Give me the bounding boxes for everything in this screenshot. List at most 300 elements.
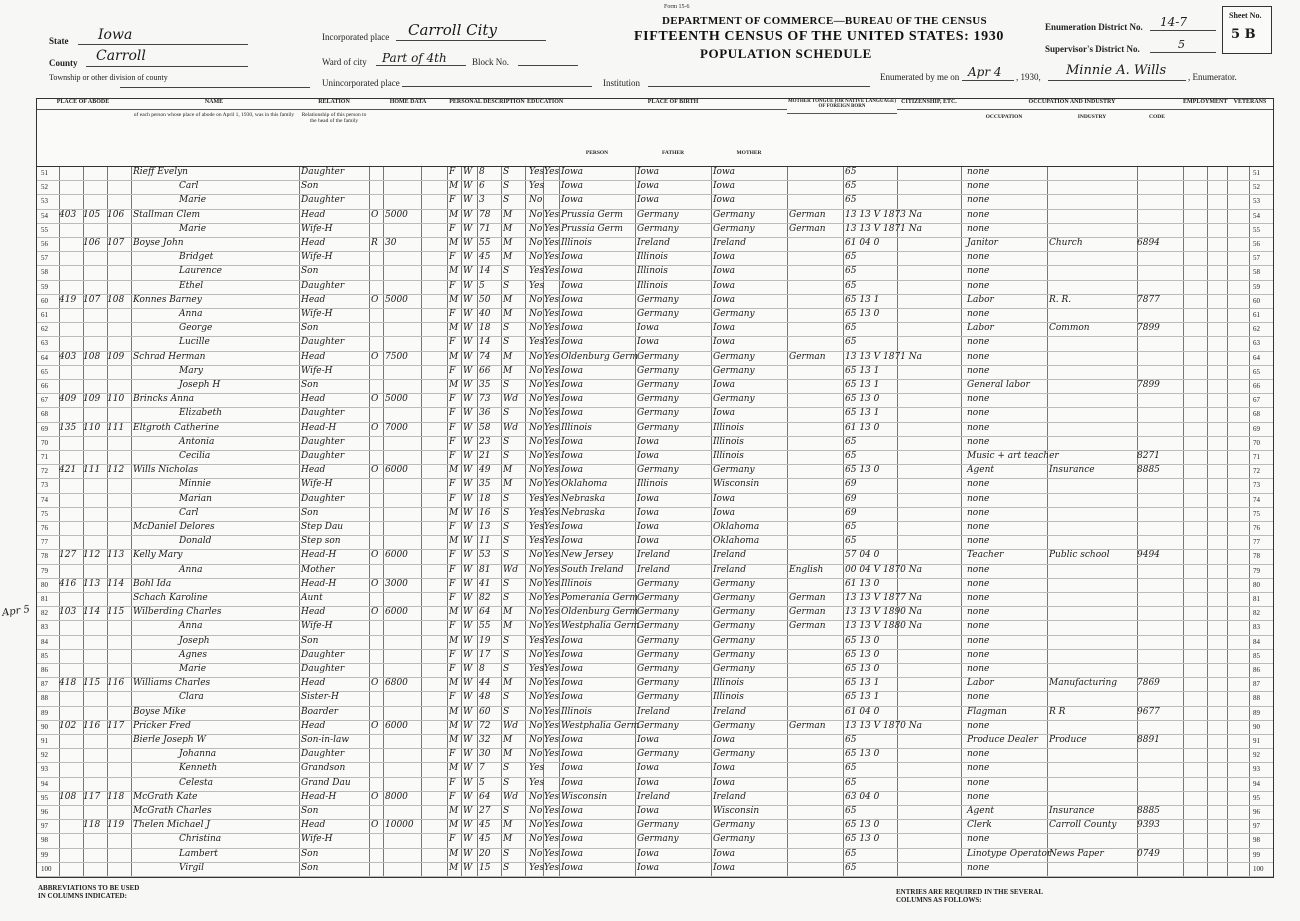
line-number-right: 86 [1253, 666, 1260, 674]
age: 82 [479, 593, 491, 603]
dwelling-number [59, 749, 81, 762]
person-name: Boyse John [133, 238, 184, 248]
dwelling-number [59, 834, 81, 847]
marital-status: S [503, 380, 510, 390]
birth-codes: 61 04 0 [845, 706, 880, 717]
person-name: Celesta [179, 777, 214, 788]
birth-codes: 65 [845, 522, 857, 532]
occupation: Flagman [967, 706, 1007, 717]
family-number: 110 [83, 422, 101, 433]
industry [1049, 536, 1137, 549]
home-tenure [371, 224, 383, 237]
home-value [385, 621, 419, 634]
visitation-number [107, 309, 129, 322]
industry: Insurance [1049, 806, 1095, 816]
age: 50 [479, 294, 491, 305]
birthplace-father: Iowa [637, 536, 660, 547]
mother-tongue [789, 692, 843, 705]
mother-tongue [789, 337, 843, 350]
occupation: none [967, 337, 990, 348]
can-read: Yes [544, 436, 560, 447]
relationship: Head [301, 820, 326, 831]
father-column: FATHER [661, 150, 685, 156]
family-number [83, 479, 105, 492]
birthplace-mother: Iowa [713, 763, 736, 774]
relationship: Step Dau [301, 522, 344, 532]
can-read: Yes [544, 564, 560, 575]
sex: F [449, 309, 456, 319]
sex: M [449, 735, 459, 745]
line-number-right: 69 [1253, 424, 1260, 433]
incorporated-value: Carroll City [408, 21, 497, 39]
person-name: Laurence [179, 266, 222, 277]
line-number: 56 [41, 240, 48, 248]
marital-status: Wd [503, 422, 519, 433]
can-read: Yes [544, 493, 560, 504]
marital-status: M [503, 252, 513, 263]
age: 3 [479, 195, 485, 206]
dwelling-number: 416 [59, 578, 77, 589]
family-number [83, 167, 105, 180]
birthplace-mother: Iowa [713, 408, 736, 419]
race: W [463, 536, 473, 547]
industry [1049, 408, 1137, 421]
birthplace-person: Iowa [561, 323, 584, 334]
birthplace-person: Nebraska [561, 507, 606, 518]
age: 40 [479, 309, 491, 319]
home-tenure: O [371, 209, 379, 220]
dwelling-number: 103 [59, 607, 77, 618]
person-name: Wilberding Charles [133, 607, 222, 618]
home-tenure [371, 778, 383, 791]
home-tenure [371, 565, 383, 578]
dwelling-number: 108 [59, 791, 77, 802]
marital-status: S [503, 649, 510, 660]
sex: F [449, 223, 456, 234]
relationship: Wife-H [301, 365, 333, 376]
dwelling-number [59, 323, 81, 336]
occupation: none [967, 522, 990, 532]
relationship: Boarder [301, 706, 339, 717]
age: 49 [479, 465, 491, 476]
birthplace-person: Iowa [561, 309, 584, 319]
birthplace-mother: Germany [713, 649, 755, 660]
family-number [83, 252, 105, 265]
attended-school: No [529, 394, 543, 405]
industry [1049, 621, 1137, 634]
occupation: none [967, 649, 990, 660]
sex: M [449, 351, 459, 362]
enumerated-label: Enumerated by me on [880, 72, 960, 82]
relationship: Head [301, 394, 326, 405]
birthplace-mother: Illinois [713, 678, 744, 689]
visitation-number: 106 [107, 209, 125, 220]
family-number: 116 [83, 720, 101, 731]
line-number-right: 62 [1253, 325, 1260, 334]
line-number-right: 68 [1253, 410, 1260, 419]
family-number: 106 [83, 238, 101, 248]
dwelling-number: 403 [59, 209, 77, 220]
race: W [463, 550, 473, 561]
race: W [463, 593, 473, 603]
birth-codes: 65 13 0 [845, 635, 880, 646]
group-home: HOME DATA [369, 99, 447, 110]
line-number-right: 57 [1253, 254, 1260, 263]
can-read: Yes [544, 167, 560, 177]
dwelling-number [59, 735, 81, 748]
home-tenure: O [371, 678, 379, 689]
township-label: Township or other division of county [49, 73, 168, 82]
table-row [37, 721, 1273, 735]
dwelling-number [59, 778, 81, 791]
line-number: 79 [41, 566, 48, 575]
dwelling-number: 409 [59, 394, 77, 405]
home-tenure [371, 522, 383, 535]
person-name: Agnes [179, 649, 208, 660]
birth-codes: 65 13 0 [845, 309, 880, 319]
marital-status: M [503, 607, 513, 618]
marital-status: S [503, 181, 510, 192]
dwelling-number: 421 [59, 465, 77, 476]
industry [1049, 224, 1137, 237]
relationship: Daughter [301, 664, 345, 674]
line-number-right: 65 [1253, 367, 1260, 376]
birthplace-person: Iowa [561, 522, 584, 532]
race: W [463, 735, 473, 745]
dwelling-number [59, 806, 81, 819]
person-name: Thelen Michael J [133, 820, 210, 831]
relationship: Son [301, 806, 319, 816]
sex: F [449, 408, 456, 419]
age: 18 [479, 493, 491, 504]
birth-codes: 65 [845, 252, 857, 263]
family-number [83, 522, 105, 535]
home-value: 7000 [385, 422, 408, 433]
home-tenure [371, 323, 383, 336]
relationship: Daughter [301, 280, 345, 291]
industry [1049, 508, 1137, 521]
person-name: Eltgroth Catherine [133, 422, 220, 433]
relation-column-desc: Relationship of this person to the head of the family [301, 112, 367, 124]
industry [1049, 195, 1137, 208]
dwelling-number [59, 536, 81, 549]
occupation: none [967, 195, 990, 206]
occupation-code: 9393 [1137, 820, 1160, 831]
line-number-right: 84 [1253, 637, 1260, 646]
home-value: 10000 [385, 820, 414, 831]
visitation-number [107, 565, 129, 578]
visitation-number [107, 167, 129, 180]
birthplace-father: Iowa [637, 777, 660, 788]
birthplace-mother: Iowa [713, 735, 736, 745]
marital-status: S [503, 635, 510, 646]
home-value [385, 849, 419, 862]
relationship: Head-H [301, 550, 337, 561]
person-name: Bohl Ida [133, 578, 172, 589]
attended-school: Yes [529, 522, 545, 532]
race: W [463, 365, 473, 376]
line-number-right: 93 [1253, 765, 1260, 774]
line-number-right: 87 [1253, 680, 1260, 689]
table-row [37, 210, 1273, 224]
industry: Common [1049, 323, 1090, 334]
birthplace-person: Iowa [561, 735, 584, 745]
group-veterans: VETERANS [1227, 99, 1273, 110]
line-number: 87 [41, 680, 48, 689]
occupation: none [967, 351, 990, 362]
relationship: Daughter [301, 493, 345, 504]
birthplace-father: Germany [637, 621, 679, 632]
can-read: Yes [544, 678, 560, 689]
home-tenure [371, 664, 383, 677]
sex: M [449, 209, 459, 220]
person-name: Bridget [179, 252, 214, 263]
relationship: Wife-H [301, 252, 333, 263]
visitation-number: 116 [107, 678, 125, 689]
group-birth: PLACE OF BIRTH [559, 99, 787, 110]
can-read: Yes [544, 522, 560, 532]
table-row [37, 820, 1273, 834]
birth-codes: 65 [845, 451, 857, 461]
birthplace-father: Iowa [637, 735, 660, 745]
line-number: 97 [41, 822, 48, 831]
age: 71 [479, 223, 491, 234]
age: 17 [479, 649, 491, 660]
age: 58 [479, 422, 491, 433]
line-number: 82 [41, 609, 48, 618]
home-value [385, 366, 419, 379]
line-number-right: 79 [1253, 566, 1260, 575]
person-name: Lambert [179, 848, 218, 859]
schedule-title: POPULATION SCHEDULE [700, 46, 872, 61]
industry: R R [1049, 706, 1066, 717]
line-number-right: 89 [1253, 708, 1260, 717]
family-number: 113 [83, 578, 101, 589]
table-row [37, 465, 1273, 479]
birthplace-mother: Iowa [713, 848, 736, 859]
visitation-number [107, 380, 129, 393]
attended-school: No [529, 209, 543, 220]
can-read: Yes [544, 323, 560, 334]
line-number: 62 [41, 325, 48, 334]
mother-tongue [789, 238, 843, 251]
occupation: none [967, 536, 990, 547]
line-number-right: 94 [1253, 779, 1260, 788]
birthplace-mother: Illinois [713, 422, 744, 433]
birthplace-father: Iowa [637, 181, 660, 192]
birthplace-father: Illinois [637, 266, 668, 277]
industry [1049, 352, 1137, 365]
mother-tongue [789, 394, 843, 407]
birthplace-mother: Germany [713, 621, 755, 632]
birthplace-father: Iowa [637, 848, 660, 859]
birth-codes: 65 13 1 [845, 365, 880, 376]
birthplace-father: Germany [637, 820, 679, 831]
birth-codes: 13 13 V 1870 Na [845, 720, 922, 731]
home-value [385, 380, 419, 393]
relationship: Son [301, 181, 319, 192]
birthplace-father: Germany [637, 607, 679, 618]
line-number: 77 [41, 538, 48, 547]
marital-status: S [503, 451, 510, 461]
birthplace-mother: Germany [713, 578, 755, 589]
line-number: 99 [41, 850, 48, 859]
visitation-number: 115 [107, 607, 125, 618]
line-number-right: 72 [1253, 467, 1260, 476]
family-number [83, 863, 105, 876]
attended-school: Yes [529, 493, 545, 504]
enum-district-label: Enumeration District No. [1045, 22, 1143, 32]
line-number: 63 [41, 339, 48, 348]
occupation-code: 8271 [1137, 451, 1160, 461]
line-number: 76 [41, 524, 48, 532]
attended-school: No [529, 351, 543, 362]
person-name: McGrath Kate [133, 791, 198, 802]
birth-codes: 65 [845, 806, 857, 816]
occupation-code [1137, 749, 1177, 762]
industry [1049, 380, 1137, 393]
industry [1049, 394, 1137, 407]
birthplace-mother: Iowa [713, 266, 736, 277]
can-read: Yes [544, 820, 560, 831]
birthplace-mother: Illinois [713, 692, 744, 703]
person-column: PERSON [585, 150, 609, 156]
birth-codes: 65 13 0 [845, 664, 880, 674]
line-number-right: 67 [1253, 396, 1260, 405]
race: W [463, 238, 473, 248]
family-number: 118 [83, 820, 101, 831]
occupation: none [967, 436, 990, 447]
visitation-number [107, 636, 129, 649]
relationship: Son [301, 323, 319, 334]
dwelling-number [59, 494, 81, 507]
person-name: Stallman Clem [133, 209, 201, 220]
birth-codes: 69 [845, 479, 857, 490]
mother-tongue [789, 678, 843, 691]
can-read: Yes [544, 252, 560, 263]
home-value [385, 479, 419, 492]
birth-codes: 65 13 1 [845, 380, 880, 390]
table-row [37, 479, 1273, 493]
home-value [385, 494, 419, 507]
home-value [385, 778, 419, 791]
family-number [83, 408, 105, 421]
mother-tongue [789, 451, 843, 464]
can-read: Yes [544, 848, 560, 859]
birthplace-person: Iowa [561, 167, 584, 177]
occupation: none [967, 365, 990, 376]
table-row [37, 735, 1273, 749]
race: W [463, 351, 473, 362]
table-row [37, 181, 1273, 195]
occupation: none [967, 692, 990, 703]
occupation: none [967, 167, 990, 177]
birthplace-father: Iowa [637, 507, 660, 518]
attended-school: No [529, 408, 543, 419]
age: 15 [479, 862, 491, 873]
attended-school: No [529, 195, 543, 206]
visitation-number: 109 [107, 351, 125, 362]
table-row [37, 408, 1273, 422]
dwelling-number [59, 763, 81, 776]
home-tenure: O [371, 820, 379, 831]
line-number-right: 100 [1253, 864, 1264, 873]
age: 73 [479, 394, 491, 405]
mother-tongue [789, 323, 843, 336]
can-read: Yes [544, 380, 560, 390]
line-number-right: 55 [1253, 225, 1260, 234]
line-number: 65 [41, 367, 48, 376]
marital-status: S [503, 337, 510, 348]
home-tenure [371, 593, 383, 606]
group-education: EDUCATION [527, 99, 559, 110]
table-row [37, 167, 1273, 181]
marital-status: S [503, 664, 510, 674]
occupation-code [1137, 763, 1177, 776]
enum-district-value: 14-7 [1160, 15, 1187, 29]
home-value [385, 749, 419, 762]
birthplace-person: Iowa [561, 635, 584, 646]
mother-tongue [789, 849, 843, 862]
visitation-number [107, 806, 129, 819]
occupation-code [1137, 423, 1177, 436]
enumerated-year: , 1930, [1016, 72, 1041, 82]
code-column: CODE [1149, 114, 1165, 120]
home-value [385, 593, 419, 606]
marital-status: S [503, 862, 510, 873]
visitation-number: 112 [107, 465, 125, 476]
line-number: 91 [41, 737, 48, 745]
sex: F [449, 692, 456, 703]
line-number: 92 [41, 751, 48, 760]
visitation-number [107, 366, 129, 379]
birthplace-father: Germany [637, 678, 679, 689]
person-name: McGrath Charles [133, 806, 212, 816]
home-tenure: O [371, 351, 379, 362]
birthplace-person: Westphalia Germ [561, 720, 640, 731]
race: W [463, 664, 473, 674]
occupation-code: 8885 [1137, 806, 1160, 816]
birthplace-mother: Iowa [713, 337, 736, 348]
person-name: Joseph H [179, 380, 221, 390]
group-name: NAME [129, 99, 299, 110]
line-number-right: 60 [1253, 296, 1260, 305]
home-value [385, 707, 419, 720]
industry [1049, 479, 1137, 492]
relationship: Head [301, 238, 326, 248]
table-row [37, 834, 1273, 848]
home-value [385, 451, 419, 464]
home-tenure [371, 167, 383, 180]
birthplace-father: Germany [637, 380, 679, 390]
line-number: 72 [41, 467, 48, 476]
attended-school: No [529, 706, 543, 717]
occupation-code [1137, 181, 1177, 194]
occupation-code [1137, 593, 1177, 606]
mother-column: MOTHER [736, 150, 762, 156]
table-row [37, 380, 1273, 394]
birth-codes: 13 13 V 1871 Na [845, 351, 922, 362]
sex: F [449, 252, 456, 263]
occupation-code [1137, 309, 1177, 322]
birthplace-father: Germany [637, 720, 679, 731]
home-tenure [371, 692, 383, 705]
birthplace-person: Iowa [561, 862, 584, 873]
birthplace-father: Germany [637, 422, 679, 433]
visitation-number [107, 593, 129, 606]
race: W [463, 436, 473, 447]
occupation: none [967, 479, 990, 490]
